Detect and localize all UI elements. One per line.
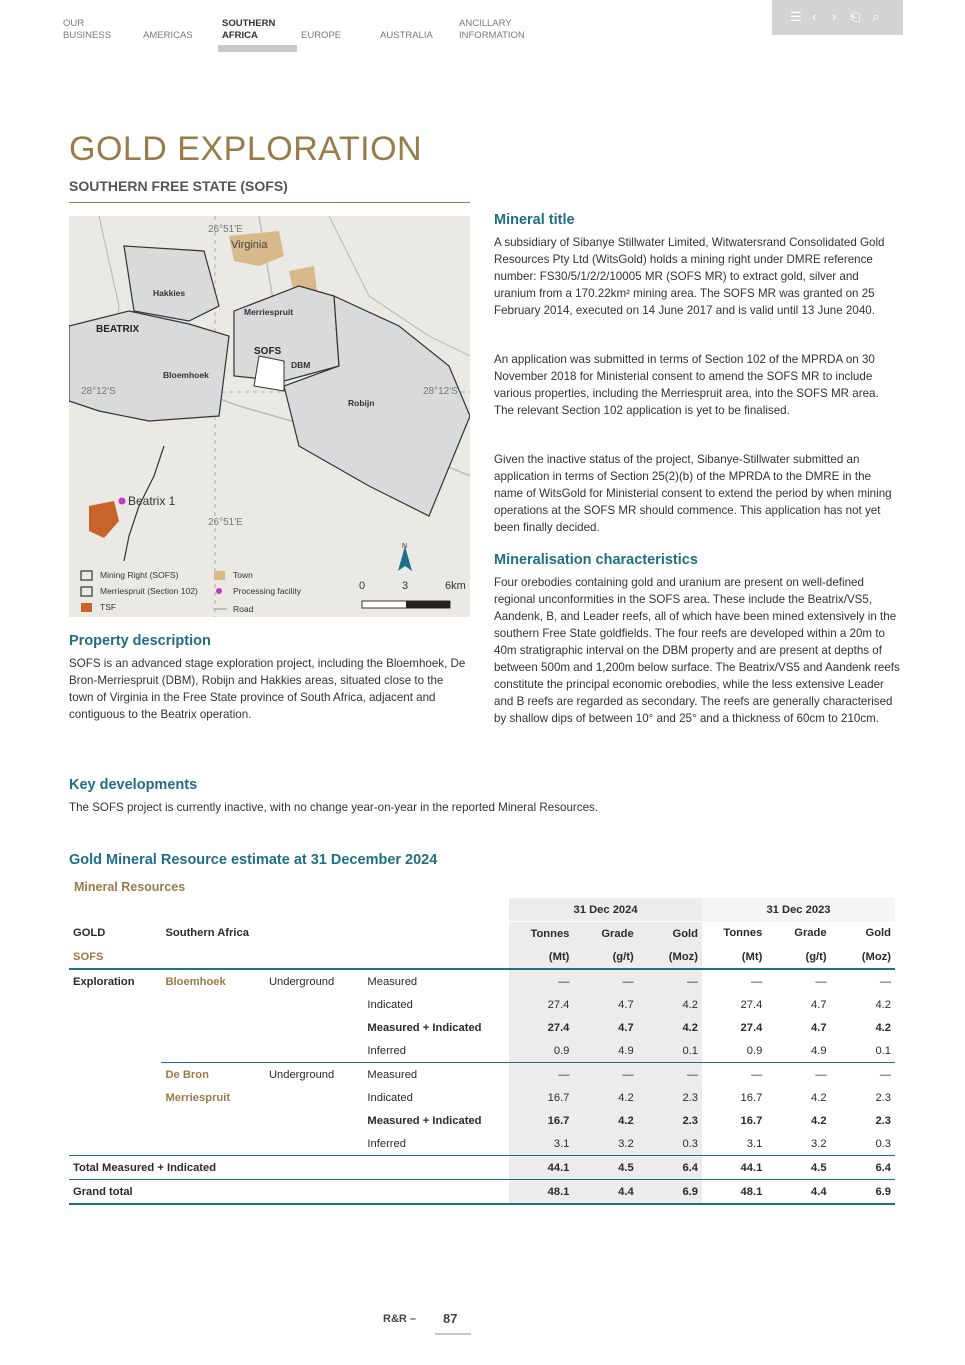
value-cell: 3.1 bbox=[509, 1132, 573, 1156]
value-cell: — bbox=[751, 975, 763, 988]
value-cell: 4.7 bbox=[573, 1016, 637, 1039]
label-robijn: Robijn bbox=[348, 398, 375, 408]
value-cell: — bbox=[638, 1063, 702, 1087]
value-cell: 16.7 bbox=[740, 1114, 763, 1127]
active-tab-indicator bbox=[218, 45, 297, 52]
nav-europe[interactable]: EUROPE bbox=[301, 30, 342, 41]
value-cell: 4.2 bbox=[811, 1091, 827, 1104]
total-value: 4.5 bbox=[573, 1156, 637, 1180]
col-region: Southern Africa bbox=[165, 927, 249, 940]
unit-mt-2023: (Mt) bbox=[702, 945, 766, 969]
table-row bbox=[69, 993, 895, 1016]
value-cell: 4.2 bbox=[573, 1109, 637, 1132]
col-gold-2024: Gold bbox=[638, 922, 702, 946]
total-value: 4.4 bbox=[766, 1180, 830, 1205]
value-cell: 4.2 bbox=[875, 1021, 891, 1034]
scale-3: 3 bbox=[402, 580, 409, 592]
total-value: 48.1 bbox=[509, 1180, 573, 1205]
mineral-title-p3: Given the inactive status of the project, Sibanye-Stillwater submitted an application in terms of Section 25(2)(b) of the MPRDA to the DMRE in the name of WitsGold for Ministerial consent to extend the period by when mining operations at the SOFS MR should commence. This application has not yet been finally decided. bbox=[494, 453, 892, 534]
value-cell: 4.9 bbox=[811, 1044, 827, 1057]
col-tonnes-2024: Tonnes bbox=[509, 922, 573, 946]
value-cell: 4.2 bbox=[638, 993, 702, 1016]
value-cell: 4.2 bbox=[875, 998, 891, 1011]
project-name bbox=[161, 1109, 265, 1132]
page-title: GOLD EXPLORATION bbox=[69, 130, 423, 168]
map-graphic bbox=[69, 216, 470, 617]
value-cell: — bbox=[509, 969, 573, 993]
chevron-right-icon[interactable]: › bbox=[832, 9, 837, 24]
period-2023: 31 Dec 2023 bbox=[702, 898, 895, 922]
scale-6km: 6km bbox=[445, 580, 466, 592]
value-cell: 27.4 bbox=[509, 993, 573, 1016]
value-cell: 4.7 bbox=[811, 1021, 827, 1034]
unit-gt-2024: (g/t) bbox=[573, 945, 637, 969]
key-developments-text: The SOFS project is currently inactive, with no change year-on-year in the reported Mineral Resources. bbox=[69, 801, 599, 814]
value-cell: 27.4 bbox=[509, 1016, 573, 1039]
column-header-row bbox=[69, 922, 895, 946]
total-value: 6.9 bbox=[831, 1180, 895, 1205]
label-beatrix: BEATRIX bbox=[96, 324, 140, 335]
table-row bbox=[69, 969, 895, 993]
total-value: 6.4 bbox=[638, 1156, 702, 1180]
label-beatrix-1: Beatrix 1 bbox=[128, 494, 176, 508]
resource-table bbox=[69, 898, 895, 1205]
mining-type bbox=[265, 1109, 363, 1132]
value-cell: — bbox=[815, 975, 827, 988]
project-name bbox=[161, 993, 265, 1016]
mining-type bbox=[265, 993, 363, 1016]
nav-our-business[interactable]: OUR BUSINESS bbox=[63, 18, 112, 41]
table-row bbox=[69, 1016, 895, 1039]
nav-australia[interactable]: AUSTRALIA bbox=[380, 30, 433, 41]
exit-icon[interactable]: ⎗ bbox=[850, 9, 861, 24]
project-name bbox=[161, 1039, 265, 1063]
project-name: Bloemhoek bbox=[165, 975, 226, 988]
value-cell: — bbox=[831, 1063, 895, 1087]
table-row bbox=[69, 1086, 895, 1109]
stage-cell bbox=[69, 1109, 161, 1132]
total-value: 6.4 bbox=[831, 1156, 895, 1180]
coord-top: 26°51'E bbox=[208, 224, 243, 235]
category: Indicated bbox=[367, 998, 413, 1011]
total-value: 44.1 bbox=[509, 1156, 573, 1180]
unit-header-row bbox=[69, 945, 895, 969]
project-name: De Bron bbox=[161, 1063, 265, 1087]
search-icon[interactable]: ⌕ bbox=[872, 9, 880, 24]
mining-type bbox=[265, 1016, 363, 1039]
project-name bbox=[161, 1132, 265, 1156]
label-merriespruit: Merriespruit bbox=[244, 307, 294, 317]
total-label: Grand total bbox=[69, 1180, 509, 1205]
chevron-left-icon[interactable]: ‹ bbox=[812, 9, 817, 24]
unit-moz-2023: (Moz) bbox=[831, 945, 895, 969]
total-row bbox=[69, 1156, 895, 1180]
period-2024: 31 Dec 2024 bbox=[509, 898, 702, 922]
location-map bbox=[69, 216, 470, 617]
coord-right: 28°12'S bbox=[423, 386, 458, 397]
key-developments-heading: Key developments bbox=[69, 777, 198, 793]
coord-left: 28°12'S bbox=[81, 386, 116, 397]
label-hakkies: Hakkies bbox=[153, 288, 186, 298]
mineral-title-p1: A subsidiary of Sibanye Stillwater Limited, Witwatersrand Consolidated Gold Resources Pty Ltd (WitsGold) holds a mining right under DMRE reference number: FS30/5/1/2/2/10005 MR (SOFS MR) to extract gold, silver and uranium from a 170.22km² mining area. The SOFS MR was granted on 25 February 2014, executed on 14 June 2017 and is valid until 13 June 2040. bbox=[494, 236, 885, 317]
value-cell: 0.1 bbox=[875, 1044, 891, 1057]
table-row bbox=[69, 1132, 895, 1156]
footer-underline bbox=[435, 1333, 471, 1335]
category: Inferred bbox=[367, 1044, 406, 1057]
unit-moz-2024: (Moz) bbox=[638, 945, 702, 969]
footer bbox=[383, 1311, 458, 1326]
label-sofs: SOFS bbox=[254, 346, 282, 357]
col-tonnes-2023: Tonnes bbox=[723, 927, 763, 940]
nav-ancillary-information[interactable]: ANCILLARY INFORMATION bbox=[459, 18, 525, 41]
category: Measured bbox=[367, 975, 418, 988]
value-cell: — bbox=[573, 969, 637, 993]
estimate-heading: Gold Mineral Resource estimate at 31 December 2024 bbox=[69, 852, 438, 868]
value-cell: 3.1 bbox=[746, 1137, 763, 1150]
total-label: Total Measured + Indicated bbox=[69, 1156, 509, 1180]
nav-southern-africa[interactable]: SOUTHERN AFRICA bbox=[222, 18, 276, 41]
legend-tsf: TSF bbox=[100, 602, 117, 612]
total-value: 44.1 bbox=[702, 1156, 766, 1180]
mineral-title-heading: Mineral title bbox=[494, 212, 575, 228]
category: Indicated bbox=[367, 1091, 413, 1104]
scale-0: 0 bbox=[359, 580, 366, 592]
col-gold-2023: Gold bbox=[865, 927, 891, 940]
value-cell: 0.9 bbox=[509, 1039, 573, 1063]
value-cell: — bbox=[573, 1063, 637, 1087]
project-name: Merriespruit bbox=[165, 1091, 231, 1104]
stage-cell bbox=[69, 1132, 161, 1156]
legend-town: Town bbox=[233, 570, 253, 580]
mineralisation-heading: Mineralisation characteristics bbox=[494, 552, 698, 568]
total-row bbox=[69, 1180, 895, 1205]
value-cell: 27.4 bbox=[740, 1021, 763, 1034]
label-bloemhoek: Bloemhoek bbox=[163, 370, 209, 380]
col-gold: GOLD bbox=[73, 927, 106, 940]
menu-icon[interactable]: ☰ bbox=[790, 9, 802, 24]
total-value: 4.5 bbox=[766, 1156, 830, 1180]
category: Inferred bbox=[367, 1137, 406, 1150]
estimate-subheading: Mineral Resources bbox=[74, 880, 186, 894]
toolbar bbox=[772, 0, 903, 35]
mineralisation-text: Four orebodies containing gold and uranium are present on well-defined regional unconformities in the SOFS area. These include the Beatrix/VS5, Aandenk, B, and Leader reefs, all of which have been mined extensively in the southern Free State goldfields. The four reefs are developed within a 20m to 40m stratigraphic interval on the DBM property and are present at depths of between 500m and 1,200m below surface. The Beatrix/VS5 and Aandenk reefs constitute the principal economic orebodies, while the less extensive Leader and B reefs are regarded as secondary. The reefs are generally characterised by shallow dips of between 10° and 25° and a thickness of 60cm to 210cm. bbox=[494, 576, 900, 725]
value-cell: 0.1 bbox=[638, 1039, 702, 1063]
unit-gt-2023: (g/t) bbox=[766, 945, 830, 969]
project-name bbox=[161, 1016, 265, 1039]
value-cell: 0.3 bbox=[638, 1132, 702, 1156]
legend-mining-right: Mining Right (SOFS) bbox=[100, 570, 179, 580]
north-label: N bbox=[402, 543, 408, 550]
coord-bottom: 26°51'E bbox=[208, 517, 243, 528]
value-cell: 4.7 bbox=[811, 998, 827, 1011]
label-dbm: DBM bbox=[291, 360, 311, 370]
stage-cell bbox=[69, 993, 161, 1016]
table-row bbox=[69, 1109, 895, 1132]
property-heading: Property description bbox=[69, 633, 211, 649]
stage-cell bbox=[69, 1039, 161, 1063]
value-cell: 2.3 bbox=[875, 1114, 891, 1127]
category: Measured + Indicated bbox=[367, 1021, 482, 1034]
value-cell: — bbox=[702, 1063, 766, 1087]
value-cell: 16.7 bbox=[740, 1091, 763, 1104]
value-cell: 0.9 bbox=[746, 1044, 763, 1057]
col-grade-2024: Grade bbox=[573, 922, 637, 946]
value-cell: 16.7 bbox=[509, 1109, 573, 1132]
mining-type: Underground bbox=[268, 975, 335, 988]
col-grade-2023: Grade bbox=[794, 927, 827, 940]
value-cell: 3.2 bbox=[573, 1132, 637, 1156]
page-subtitle: SOUTHERN FREE STATE (SOFS) bbox=[69, 178, 288, 194]
nav-americas[interactable]: AMERICAS bbox=[143, 30, 193, 41]
mining-type bbox=[265, 1132, 363, 1156]
value-cell: 2.3 bbox=[638, 1086, 702, 1109]
category: Measured bbox=[363, 1063, 509, 1087]
value-cell: 0.3 bbox=[875, 1137, 891, 1150]
legend-processing: Processing facility bbox=[233, 586, 302, 596]
value-cell: 4.2 bbox=[573, 1086, 637, 1109]
value-cell: — bbox=[766, 1063, 830, 1087]
value-cell: 4.2 bbox=[811, 1114, 827, 1127]
legend-merriespruit-section: Merriespruit (Section 102) bbox=[100, 586, 198, 596]
col-sofs: SOFS bbox=[69, 945, 509, 969]
table-row bbox=[69, 1063, 895, 1087]
stage-cell: Exploration bbox=[73, 975, 135, 988]
stage-cell bbox=[69, 1086, 161, 1109]
value-cell: 27.4 bbox=[740, 998, 763, 1011]
mining-type bbox=[265, 1086, 363, 1109]
label-virginia: Virginia bbox=[231, 239, 268, 251]
value-cell: — bbox=[638, 969, 702, 993]
property-text: SOFS is an advanced stage exploration project, including the Bloemhoek, De Bron-Merriespruit (DBM), Robijn and Hakkies areas, situated close to the town of Virginia in the Free State province of South Africa, adjacent and contiguous to the Beatrix operation. bbox=[69, 657, 466, 721]
page-number: 87 bbox=[443, 1311, 458, 1326]
value-cell: — bbox=[509, 1063, 573, 1087]
legend-road: Road bbox=[233, 604, 254, 614]
total-value: 6.9 bbox=[638, 1180, 702, 1205]
value-cell: 4.2 bbox=[638, 1016, 702, 1039]
stage-cell bbox=[69, 1063, 161, 1087]
value-cell: 2.3 bbox=[875, 1091, 891, 1104]
value-cell: 2.3 bbox=[638, 1109, 702, 1132]
period-header-row bbox=[69, 898, 895, 922]
footer-label: R&R – bbox=[383, 1313, 417, 1325]
stage-cell bbox=[69, 1016, 161, 1039]
table-row bbox=[69, 1039, 895, 1063]
total-value: 48.1 bbox=[702, 1180, 766, 1205]
value-cell: 16.7 bbox=[509, 1086, 573, 1109]
value-cell: 3.2 bbox=[811, 1137, 827, 1150]
mining-type: Underground bbox=[265, 1063, 363, 1087]
total-value: 4.4 bbox=[573, 1180, 637, 1205]
category: Measured + Indicated bbox=[367, 1114, 482, 1127]
value-cell: 4.9 bbox=[573, 1039, 637, 1063]
mineral-title-p2: An application was submitted in terms of Section 102 of the MPRDA on 30 November 2018 for Ministerial consent to amend the SOFS MR to include various properties, including the Merriespruit area, into the SOFS MR area. The relevant Section 102 application is yet to be finalised. bbox=[494, 353, 879, 417]
mining-type bbox=[265, 1039, 363, 1063]
value-cell: — bbox=[879, 975, 891, 988]
title-divider bbox=[69, 202, 470, 203]
value-cell: 4.7 bbox=[573, 993, 637, 1016]
unit-mt-2024: (Mt) bbox=[509, 945, 573, 969]
